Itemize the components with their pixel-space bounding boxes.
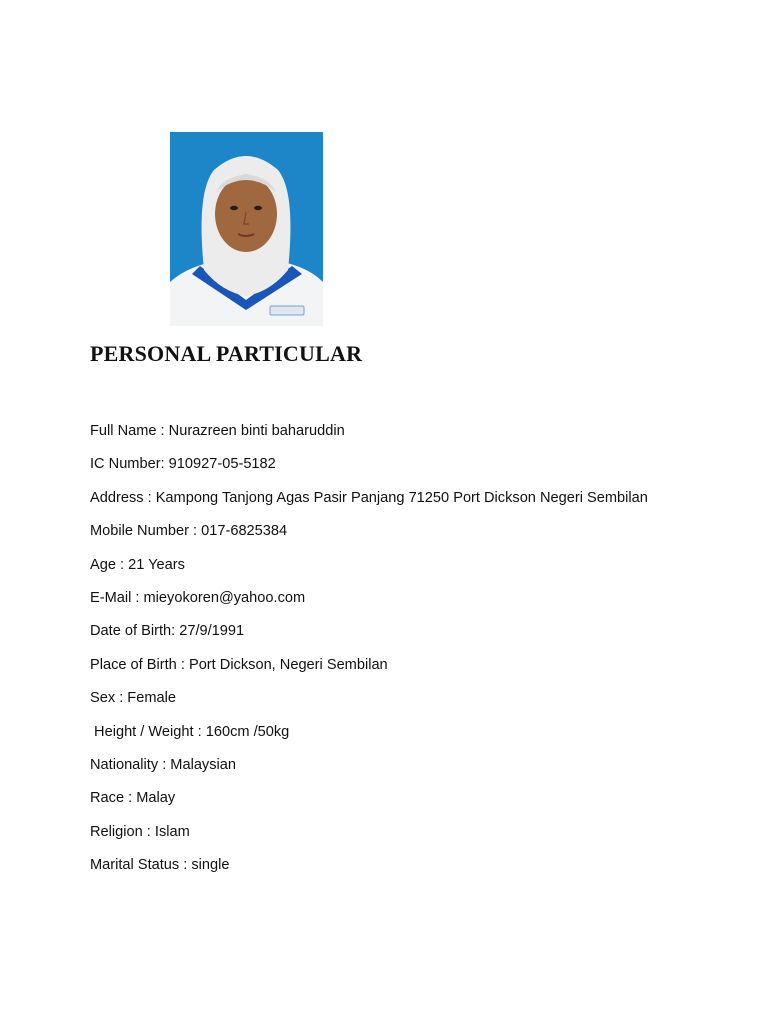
profile-photo bbox=[170, 132, 323, 326]
age-field: Age : 21 Years bbox=[90, 556, 185, 573]
marital-status-field: Marital Status : single bbox=[90, 857, 230, 874]
ic-number-field: IC Number: 910927-05-5182 bbox=[90, 456, 276, 473]
page-title: PERSONAL PARTICULAR bbox=[90, 341, 363, 366]
address-field: Address : Kampong Tanjong Agas Pasir Panjang 71250 Port Dickson Negeri Sembilan bbox=[90, 489, 648, 506]
religion-field: Religion : Islam bbox=[90, 823, 190, 840]
race-field: Race : Malay bbox=[90, 790, 176, 807]
full-name-field: Full Name : Nurazreen binti baharuddin bbox=[90, 423, 345, 439]
height-weight-field: Height / Weight : 160cm /50kg bbox=[90, 723, 290, 740]
mobile-number-field: Mobile Number : 017-6825384 bbox=[90, 523, 288, 540]
portrait-photo-icon bbox=[170, 132, 323, 326]
date-of-birth-field: Date of Birth: 27/9/1991 bbox=[90, 623, 245, 640]
email-field: E-Mail : mieyokoren@yahoo.com bbox=[90, 589, 306, 606]
place-of-birth-field: Place of Birth : Port Dickson, Negeri Sembilan bbox=[90, 656, 388, 673]
nationality-field: Nationality : Malaysian bbox=[90, 756, 237, 773]
personal-details-list bbox=[90, 421, 648, 888]
sex-field: Sex : Female bbox=[90, 690, 176, 707]
